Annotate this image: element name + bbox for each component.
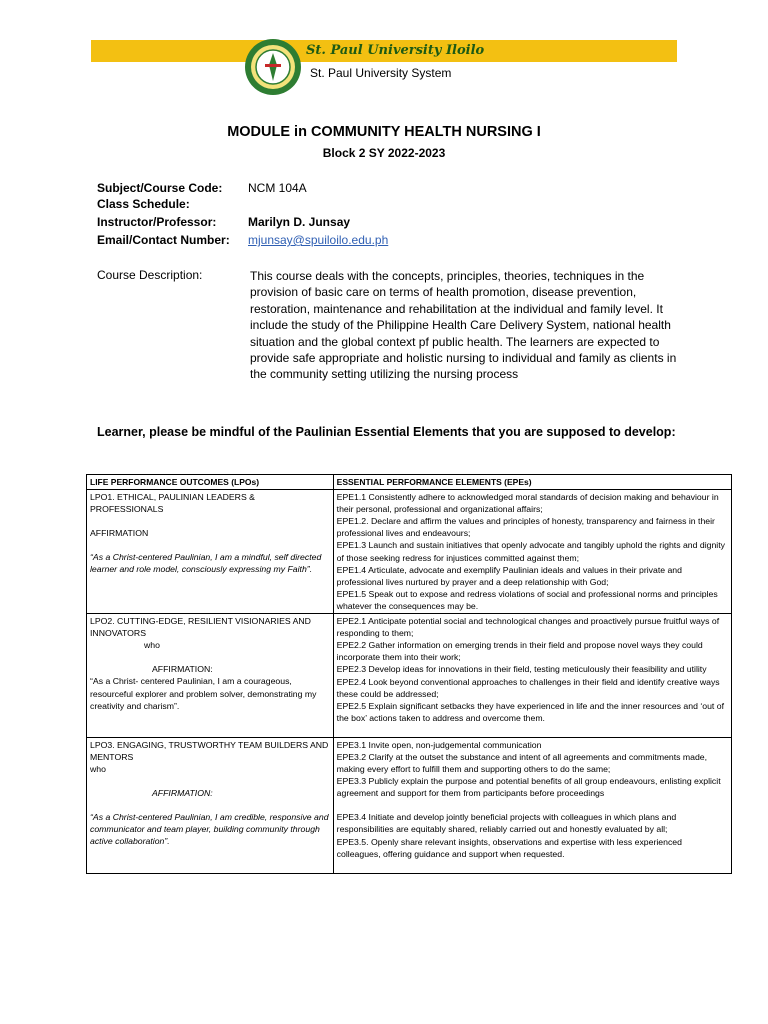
epe-item: EPE2.3 Develop ideas for innovations in their field, testing meticulously their feasibility and utility <box>336 664 707 675</box>
subject-row <box>97 181 307 195</box>
lpo-cell <box>87 614 334 738</box>
university-system: St. Paul University System <box>310 66 452 80</box>
epe-item: EPE3.1 Invite open, non-judgemental communication <box>336 739 542 750</box>
instructor-value: Marilyn D. Junsay <box>248 215 351 229</box>
affirmation-label: AFFIRMATION: <box>152 788 213 799</box>
epe-item: EPE1.5 Speak out to expose and redress violations of social and professional norms and principles whatever the consequences may be. <box>336 588 718 611</box>
block-school-year: Block 2 SY 2022-2023 <box>322 146 446 160</box>
epe-item: EPE2.5 Explain significant setbacks they have experienced in life and the inner resources and ‘out of the box’ actions taken to address and overcome them. <box>336 700 724 723</box>
lpo-who: who <box>90 764 106 775</box>
university-seal-logo <box>244 38 302 96</box>
affirmation-quote: “As a Christ- centered Paulinian, I am a courageous, resourceful explorer and problem solver, demonstrating my creativity and charism”. <box>90 676 317 711</box>
lpo-who: who <box>144 640 160 651</box>
table-row <box>87 737 732 873</box>
schedule-label: Class Schedule: <box>97 197 190 211</box>
lpo-cell <box>87 490 334 614</box>
epe-item: EPE3.5. Openly share relevant insights, observations and expertise with less experienced colleagues, offering guidance and support when requested. <box>336 836 682 859</box>
epe-item: EPE2.1 Anticipate potential social and technological changes and proactively pursue fruitful ways of responding to them; <box>336 616 720 639</box>
epe-item: EPE3.4 Initiate and develop jointly beneficial projects with colleagues in which plans and responsibilities are equitably shared, reliably carried out and honestly evaluated by all; <box>336 812 677 835</box>
email-label: Email/Contact Number: <box>97 233 230 247</box>
subject-label: Subject/Course Code: <box>97 181 223 195</box>
epe-cell <box>333 614 731 738</box>
lpo-epe-table <box>86 474 732 874</box>
affirmation-label: AFFIRMATION: <box>152 664 213 675</box>
email-row <box>97 233 388 247</box>
epe-item: EPE1.3 Launch and sustain initiatives that openly advocate and tangibly uphold the rights and dignity of those seeking redress for injustices committed against them; <box>336 540 725 563</box>
lpo-title: LPO2. CUTTING-EDGE, RESILIENT VISIONARIES AND INNOVATORS <box>90 616 311 639</box>
affirmation-quote: “As a Christ-centered Paulinian, I am a mindful, self directed learner and role model, consciously expressing my Faith”. <box>90 552 322 575</box>
affirmation-label: AFFIRMATION <box>90 528 149 539</box>
epe-cell <box>333 737 731 873</box>
course-description-label: Course Description: <box>97 268 203 282</box>
instructor-row <box>97 215 350 229</box>
lpo-title: LPO3. ENGAGING, TRUSTWORTHY TEAM BUILDERS AND MENTORS <box>90 739 329 762</box>
lpo-title: LPO1. ETHICAL, PAULINIAN LEADERS & PROFESSIONALS <box>90 492 255 515</box>
subject-value: NCM 104A <box>248 181 307 195</box>
course-description-text: This course deals with the concepts, principles, theories, techniques in the provision of basic care on terms of health promotion, disease prevention, restoration, maintenance and rehabilitation at the individual and family level. It include the study of the Philippine Health Care Delivery System, national health situation and the global context pf public health. The learners are expected to provide safe appropriate and holistic nursing to individual and family as clients in the community setting utilizing the nursing process <box>250 269 677 382</box>
epe-item: EPE2.2 Gather information on emerging trends in their field and propose novel ways they could incorporate them into their work; <box>336 640 703 663</box>
instructor-label: Instructor/Professor: <box>97 215 217 229</box>
mindful-note: Learner, please be mindful of the Paulinian Essential Elements that you are supposed to develop: <box>97 425 676 439</box>
lpo-cell <box>87 737 334 873</box>
table-row <box>87 490 732 614</box>
epe-item: EPE1.4 Articulate, advocate and exemplify Paulinian ideals and values in their private and professional lives nurtured by prayer and a deep relationship with God; <box>336 564 682 587</box>
epe-item: EPE1.1 Consistently adhere to acknowledged moral standards of decision making and behaviour in their personal, professional and organizational affairs; <box>336 492 719 515</box>
epe-item: EPE1.2. Declare and affirm the values and principles of honesty, transparency and fairness in their professional lives and endeavours; <box>336 516 715 539</box>
epe-item: EPE3.2 Clarify at the outset the substance and intent of all agreements and commitments made, making every effort to fulfill them and supporting others to do the same; <box>336 751 708 775</box>
epe-item: EPE2.4 Look beyond conventional approaches to challenges in their field and identify creative ways these could be addressed; <box>336 676 720 699</box>
university-name: St. Paul University Iloilo <box>306 43 485 58</box>
epe-header: ESSENTIAL PERFORMANCE ELEMENTS (EPEs) <box>333 475 731 490</box>
affirmation-quote: “As a Christ-centered Paulinian, I am credible, responsive and communicator and team player, building community through active collaboration”. <box>90 812 329 847</box>
email-link[interactable]: mjunsay@spuiloilo.edu.ph <box>248 233 389 247</box>
epe-item: EPE3.3 Publicly explain the purpose and potential benefits of all group endeavours, enlisting explicit agreement and support for them from participants before proceedings <box>336 776 721 799</box>
epe-cell <box>333 490 731 614</box>
lpo-header: LIFE PERFORMANCE OUTCOMES (LPOs) <box>87 475 334 490</box>
table-row <box>87 614 732 738</box>
schedule-row <box>97 197 248 211</box>
table-header-row <box>87 475 732 490</box>
module-title: MODULE in COMMUNITY HEALTH NURSING I <box>227 124 541 140</box>
